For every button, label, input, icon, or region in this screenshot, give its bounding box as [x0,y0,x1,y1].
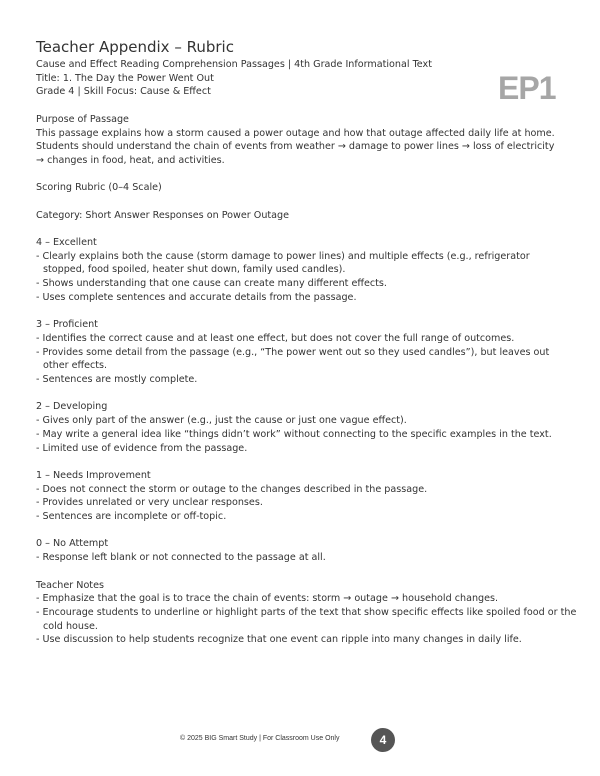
rubric-criterion: - Limited use of evidence from the passage. [36,442,248,454]
rubric-criterion: - Sentences are mostly complete. [36,374,198,386]
rubric-level-heading: 2 – Developing [36,401,108,413]
rubric-level [36,537,564,578]
rubric-level-heading: 3 – Proficient [36,319,98,331]
spacer [36,387,564,401]
rubric-criterion: - Provides some detail from the passage (e.g., “The power went out so they used candles”), but leaves out [36,346,550,358]
passage-title: Title: 1. The Day the Power Went Out [36,72,214,84]
rubric-criterion: stopped, food spoiled, heater shut down, family used candles). [43,264,346,276]
rubric-criterion: - Response left blank or not connected to the passage at all. [36,552,326,564]
spacer [36,99,564,113]
purpose-line: This passage explains how a storm caused a power outage and how that outage affected daily life at home. [36,127,555,139]
rubric-criterion: - Clearly explains both the cause (storm damage to power lines) and multiple effects (e.g., refrigerator [36,250,530,262]
notes-heading: Teacher Notes [36,579,104,591]
page-footer [0,732,600,748]
rubric-criterion: - Shows understanding that one cause can create many different effects. [36,278,387,290]
rubric-level-heading: 1 – Needs Improvement [36,469,151,481]
note-item: - Encourage students to underline or highlight parts of the text that show specific effects like spoiled food or the [36,606,577,618]
rubric-level [36,236,564,318]
teacher-notes-section [36,579,577,648]
rubric-category: Category: Short Answer Responses on Power Outage [36,209,290,221]
purpose-line: Students should understand the chain of events from weather → damage to power lines → loss of electricity [36,141,555,153]
rubric-criterion: other effects. [43,360,108,372]
subtitle: Cause and Effect Reading Comprehension Passages | 4th Grade Informational Text [36,59,432,70]
spacer [36,168,564,182]
page-title: Teacher Appendix – Rubric [36,38,234,56]
rubric-level-heading: 0 – No Attempt [36,538,109,550]
rubric-criterion: - Does not connect the storm or outage to the changes described in the passage. [36,483,428,495]
rubric-criterion: - Identifies the correct cause and at least one effect, but does not cover the full range of outcomes. [36,332,515,344]
rubric-heading: Scoring Rubric (0–4 Scale) [36,182,162,194]
note-item: cold house. [43,620,98,632]
grade-skill: Grade 4 | Skill Focus: Cause & Effect [36,86,211,98]
page-number-badge: 4 [371,728,395,752]
purpose-heading: Purpose of Passage [36,113,129,125]
spacer [36,524,564,538]
rubric-level [36,318,564,400]
purpose-line: → changes in food, heat, and activities. [36,154,225,166]
note-item: - Emphasize that the goal is to trace the chain of events: storm → outage → household changes. [36,593,499,605]
spacer [36,222,564,236]
rubric-level [36,400,564,469]
rubric-level-heading: 4 – Excellent [36,237,97,249]
rubric-criterion: - Uses complete sentences and accurate details from the passage. [36,291,357,303]
rubric-criterion: - May write a general idea like “things didn’t work” without connecting to the specific examples in the text. [36,428,552,440]
rubric-criterion: - Provides unrelated or very unclear responses. [36,497,263,509]
rubric-level [36,469,564,538]
rubric-levels [36,236,564,579]
ep1-logo: EP1 [498,70,556,106]
rubric-page [36,38,577,647]
rubric-criterion: - Sentences are incomplete or off-topic. [36,511,227,523]
purpose-section [36,113,564,168]
footer-copyright: © 2025 BIG Smart Study | For Classroom Use Only [180,735,340,742]
note-item: - Use discussion to help students recognize that one event can ripple into many changes in daily life. [36,634,522,646]
notes-lines [36,592,577,647]
spacer [36,455,564,469]
spacer [36,565,564,579]
rubric-criterion: - Gives only part of the answer (e.g., just the cause or just one vague effect). [36,415,407,427]
spacer [36,195,564,209]
spacer [36,305,564,319]
